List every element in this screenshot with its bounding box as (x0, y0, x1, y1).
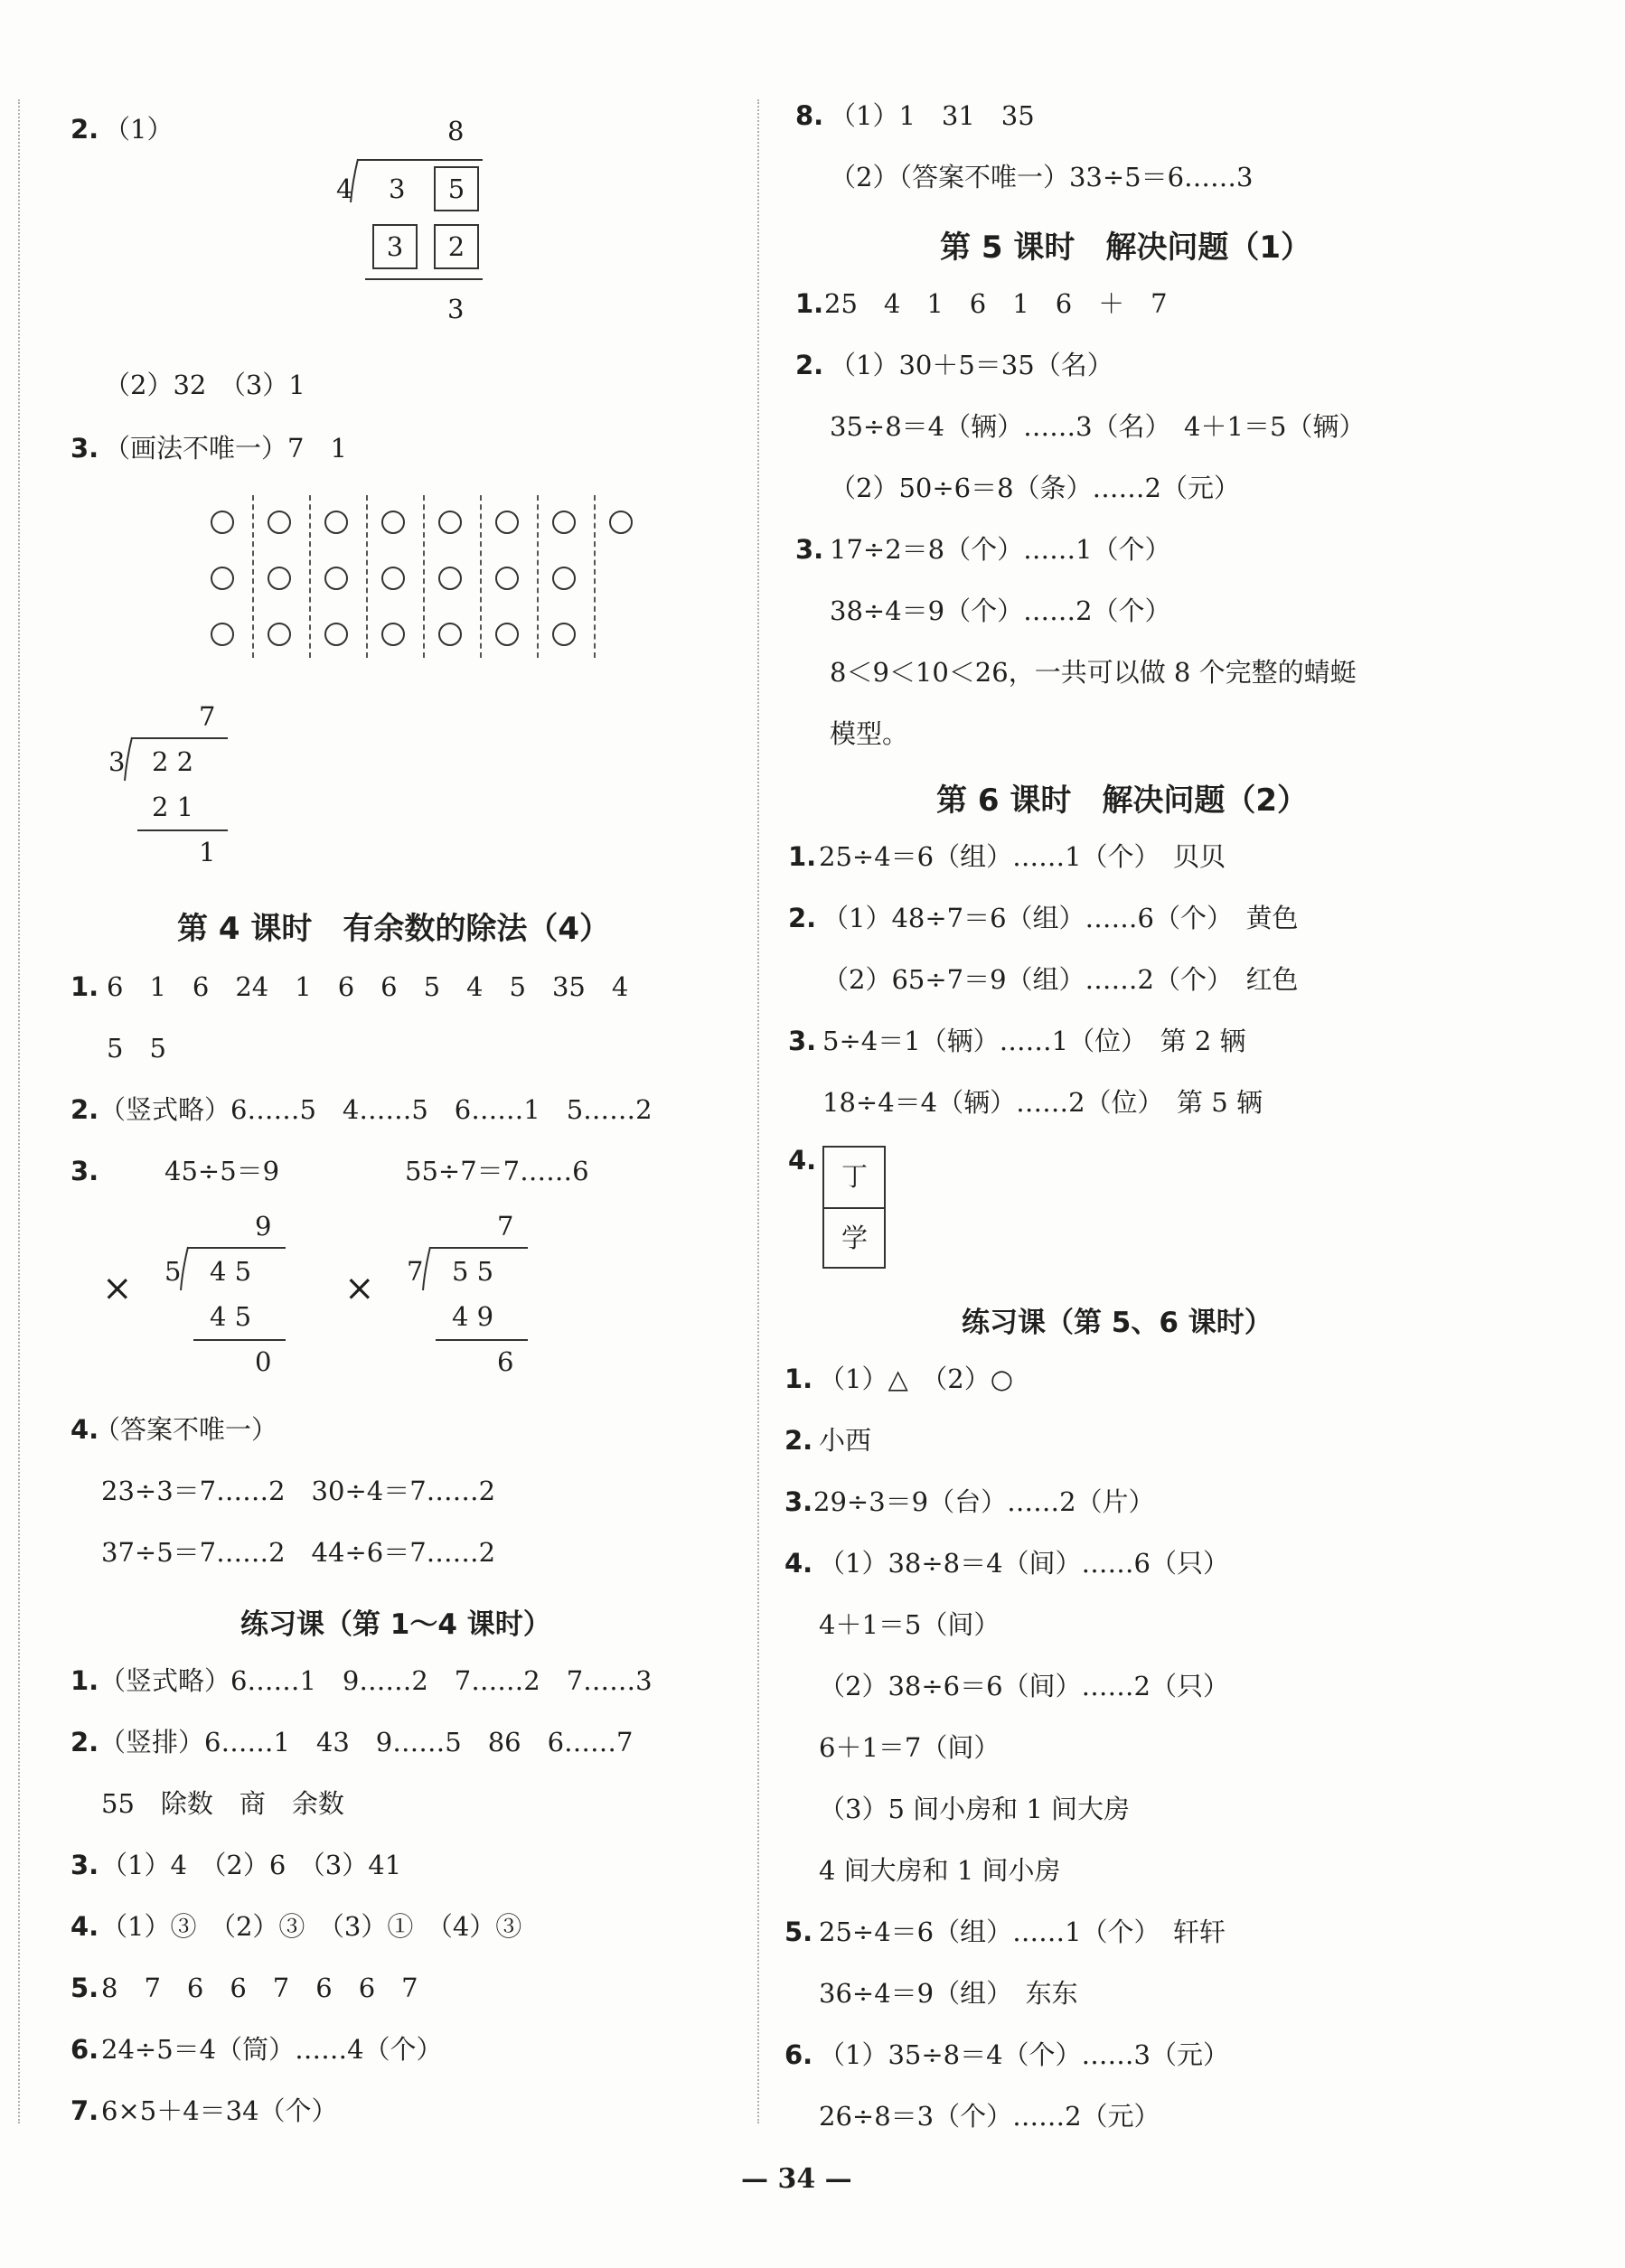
l4-q4-line1: 23÷3＝7……2 30÷4＝7……2 (101, 1476, 496, 1506)
p14-q2-number: 2. (70, 1727, 99, 1757)
l5-q2-line2: 35÷8＝4（辆）……3（名） 4＋1＝5（辆） (830, 411, 1366, 442)
p56-q5-line1: 25÷4＝6（组）……1（个） 轩轩 (819, 1917, 1226, 1947)
divisor: 5 (164, 1256, 182, 1287)
division-bar (430, 1247, 528, 1249)
lesson4-title: 第 4 课时 有余数的除法（4） (177, 911, 610, 947)
dividend: 5 5 (452, 1256, 494, 1287)
l6-q3-line2: 18÷4＝4（辆）……2（位） 第 5 辆 (822, 1087, 1263, 1118)
group-divider (252, 495, 254, 658)
subtraction-line (193, 1339, 286, 1341)
division-bar (358, 159, 483, 161)
column-divider-line (757, 99, 759, 2123)
p56-q4-line5: （3）5 间小房和 1 间大房 (819, 1794, 1131, 1824)
p56-q2-text: 小西 (819, 1425, 872, 1456)
divisor: 4 (336, 173, 353, 204)
product: 2 1 (152, 792, 194, 822)
circle (211, 567, 234, 590)
p14-q3-text: （1）4 （2）6 （3）41 (101, 1850, 402, 1880)
dividend-digit: 3 (389, 173, 406, 204)
circle (438, 623, 462, 646)
division-bracket (351, 159, 360, 204)
l4-q4-text: （答案不唯一） (94, 1414, 278, 1445)
q8-number: 8. (795, 100, 824, 131)
p14-q6-number: 6. (70, 2034, 99, 2065)
circle (552, 511, 576, 534)
l4-q4-number: 4. (70, 1414, 99, 1445)
l6-q3-number: 3. (788, 1026, 817, 1056)
circle (438, 567, 462, 590)
group-divider (594, 495, 596, 658)
subtraction-line (365, 278, 483, 280)
p14-q6-text: 24÷5＝4（筒）……4（个） (101, 2034, 443, 2065)
quotient: 7 (199, 701, 216, 732)
l5-q1-number: 1. (795, 288, 824, 319)
p56-q4-number: 4. (784, 1548, 813, 1579)
p14-q2-text: （竖排）6……1 43 9……5 86 6……7 (99, 1727, 634, 1757)
answer-box: 2 (434, 224, 479, 269)
l6-q2-line1: （1）48÷7＝6（组）……6（个） 黄色 (822, 903, 1299, 933)
l6-q3-line1: 5÷4＝1（辆）……1（位） 第 2 辆 (822, 1026, 1246, 1056)
answer-cell-2: 学 (841, 1223, 869, 1253)
p14-q1-number: 1. (70, 1665, 99, 1696)
p14-q4-text: （1）③ （2）③ （3）① （4）③ (101, 1911, 522, 1942)
circle (381, 623, 405, 646)
group-divider (309, 495, 311, 658)
l4-q1-line2: 5 5 (107, 1033, 166, 1064)
quotient: 8 (447, 116, 465, 146)
p14-q4-number: 4. (70, 1911, 99, 1942)
l5-q3-line1: 17÷2＝8（个）……1（个） (830, 534, 1171, 565)
left-margin-line (18, 99, 20, 2123)
p14-q5-text: 8 7 6 6 7 6 6 7 (101, 1973, 418, 2003)
dividend: 4 5 (210, 1256, 252, 1287)
l5-q3-line2: 38÷4＝9（个）……2（个） (830, 595, 1171, 626)
q8-line2: （2）（答案不唯一）33÷5＝6……3 (830, 162, 1254, 192)
l4-q1-line1: 6 1 6 24 1 6 6 5 4 5 35 4 (107, 971, 629, 1002)
p14-q2-line2: 55 除数 商 余数 (101, 1788, 344, 1819)
l5-q2-number: 2. (795, 350, 824, 380)
l4-q3-eq1: 45÷5＝9 (164, 1156, 280, 1186)
answer-cell-1: 丁 (841, 1161, 869, 1192)
l6-q2-line2: （2）65÷7＝9（组）……2（个） 红色 (822, 964, 1299, 995)
p56-q1-text: （1）△ （2）○ (819, 1364, 1014, 1394)
circle (324, 623, 348, 646)
answer-box: 5 (434, 166, 479, 211)
circle (552, 623, 576, 646)
q2-part1-label: （1） (104, 114, 174, 145)
p56-q5-number: 5. (784, 1917, 813, 1947)
l4-q4-line2: 37÷5＝7……2 44÷6＝7……2 (101, 1537, 496, 1568)
p56-q4-line1: （1）38÷8＝4（间）……6（只） (819, 1548, 1230, 1579)
dividend: 2 2 (152, 746, 194, 777)
q3-text: （画法不唯一）7 1 (104, 433, 347, 464)
answer-grid-divider (822, 1207, 886, 1209)
group-divider (537, 495, 539, 658)
group-divider (480, 495, 482, 658)
p56-q4-line2: 4＋1＝5（间） (819, 1609, 1000, 1640)
circle (268, 623, 291, 646)
answer-box: 3 (372, 224, 418, 269)
group-divider (366, 495, 368, 658)
remainder: 6 (497, 1346, 514, 1377)
l5-q3-line4: 模型。 (830, 718, 909, 749)
division-bracket (125, 737, 134, 783)
divisor: 3 (108, 746, 126, 777)
p56-q6-line1: （1）35÷8＝4（个）……3（元） (819, 2039, 1230, 2070)
circle (438, 511, 462, 534)
subtraction-line (137, 829, 228, 831)
division-bar (132, 737, 228, 739)
p56-q2-number: 2. (784, 1425, 813, 1456)
division-bracket (181, 1247, 190, 1292)
circle (609, 511, 633, 534)
circle (552, 567, 576, 590)
division-bar (188, 1247, 286, 1249)
divisor: 7 (407, 1256, 424, 1287)
l5-q3-line3: 8＜9＜10＜26，一共可以做 8 个完整的蜻蜓 (830, 657, 1357, 688)
p56-q4-line4: 6＋1＝7（间） (819, 1732, 1000, 1763)
l4-q2-text: （竖式略）6……5 4……5 6……1 5……2 (99, 1094, 653, 1125)
p14-q7-number: 7. (70, 2095, 99, 2126)
l4-q1-number: 1. (70, 971, 99, 1002)
p56-q5-line2: 36÷4＝9（组） 东东 (819, 1978, 1078, 2009)
q8-line1: （1）1 31 35 (830, 100, 1035, 131)
l5-q2-line3: （2）50÷6＝8（条）……2（元） (830, 473, 1241, 503)
circle (324, 567, 348, 590)
subtraction-line (436, 1339, 528, 1341)
circle (324, 511, 348, 534)
division-bracket (423, 1247, 432, 1292)
circle (495, 511, 519, 534)
q2-part23: （2）32 （3）1 (104, 370, 305, 400)
l4-q3-eq2: 55÷7＝7……6 (405, 1156, 589, 1186)
remainder: 1 (199, 837, 216, 867)
p56-q4-line3: （2）38÷6＝6（间）……2（只） (819, 1671, 1230, 1701)
l6-q1-text: 25÷4＝6（组）……1（个） 贝贝 (819, 841, 1226, 872)
circle (381, 567, 405, 590)
wrong-mark: × (102, 1268, 133, 1309)
p14-q7-text: 6×5＋4＝34（个） (101, 2095, 338, 2126)
lesson6-title: 第 6 课时 解决问题（2） (936, 783, 1308, 819)
p56-q1-number: 1. (784, 1364, 813, 1394)
circle (211, 623, 234, 646)
q2-number: 2. (70, 114, 99, 145)
practice56-title: 练习课（第 5、6 课时） (962, 1307, 1273, 1339)
remainder: 0 (255, 1346, 272, 1377)
lesson5-title: 第 5 课时 解决问题（1） (940, 230, 1311, 266)
quotient: 7 (497, 1211, 514, 1242)
wrong-mark: × (344, 1268, 375, 1309)
l5-q2-line1: （1）30＋5＝35（名） (830, 350, 1113, 380)
l6-q4-number: 4. (788, 1145, 817, 1176)
l5-q1-text: 25 4 1 6 1 6 ＋ 7 (824, 288, 1168, 319)
circle (495, 623, 519, 646)
p56-q4-line6: 4 间大房和 1 间小房 (819, 1855, 1061, 1886)
circle (381, 511, 405, 534)
quotient: 9 (255, 1211, 272, 1242)
circle (268, 567, 291, 590)
l5-q3-number: 3. (795, 534, 824, 565)
p14-q5-number: 5. (70, 1973, 99, 2003)
p14-q3-number: 3. (70, 1850, 99, 1880)
l6-q2-number: 2. (788, 903, 817, 933)
circle (495, 567, 519, 590)
page-number: — 34 — (741, 2163, 852, 2195)
product: 4 9 (452, 1301, 494, 1332)
p56-q3-number: 3. (784, 1486, 813, 1517)
p56-q3-text: 29÷3＝9（台）……2（片） (813, 1486, 1155, 1517)
p14-q1-text: （竖式略）6……1 9……2 7……2 7……3 (99, 1665, 653, 1696)
l4-q2-number: 2. (70, 1094, 99, 1125)
p56-q6-line2: 26÷8＝3（个）……2（元） (819, 2101, 1160, 2132)
l4-q3-number: 3. (70, 1156, 99, 1186)
group-divider (423, 495, 425, 658)
circle (211, 511, 234, 534)
remainder: 3 (447, 294, 465, 324)
practice14-title: 练习课（第 1～4 课时） (240, 1608, 551, 1641)
circle (268, 511, 291, 534)
l6-q1-number: 1. (788, 841, 817, 872)
product: 4 5 (210, 1301, 252, 1332)
p56-q6-number: 6. (784, 2039, 813, 2070)
q3-number: 3. (70, 433, 99, 464)
